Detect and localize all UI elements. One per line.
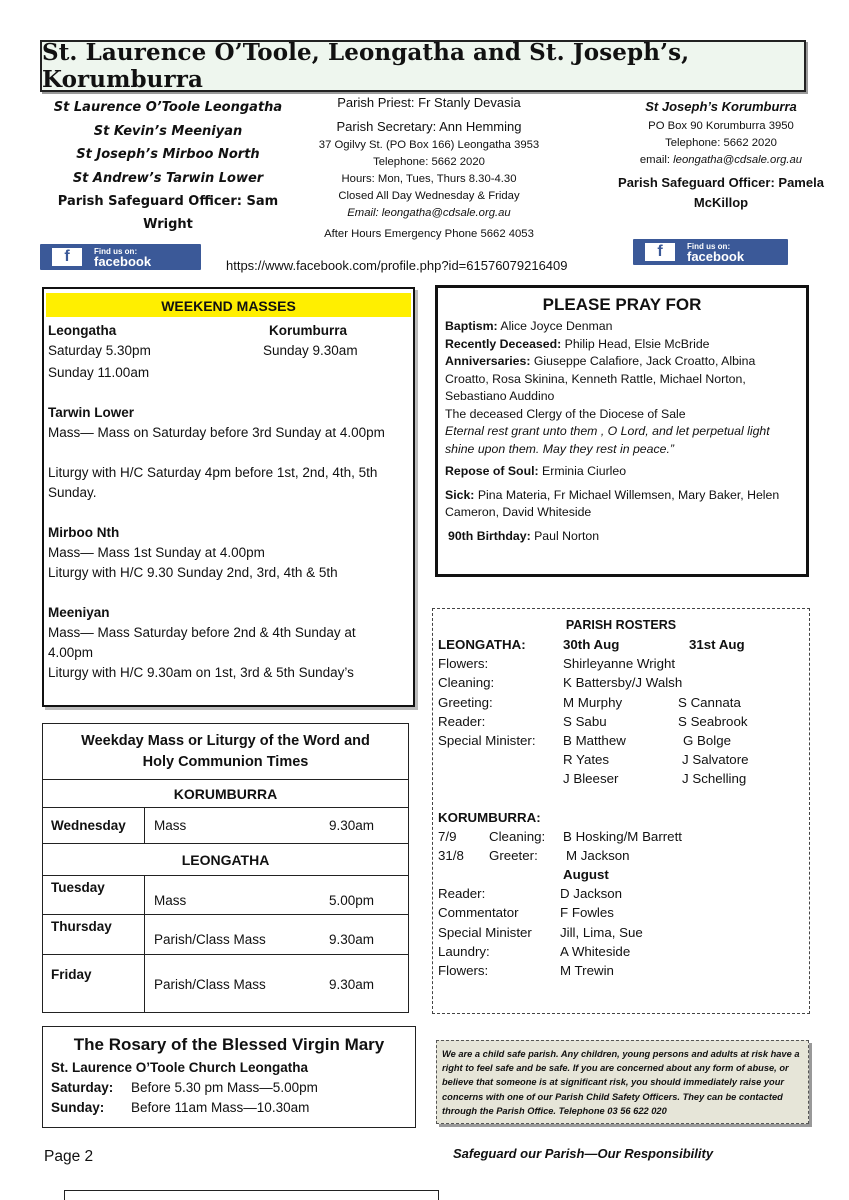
service-cell: Mass [154, 893, 187, 908]
service-cell: Mass [154, 818, 187, 833]
day-cell: Wednesday [43, 808, 145, 843]
roster-name: J Schelling [682, 771, 747, 787]
time-cell: 9.30am [329, 977, 375, 992]
tarwin-heading: Tarwin Lower [48, 405, 135, 420]
korumburra-church: St Joseph’s Korumburra [645, 99, 797, 114]
roster-row [438, 923, 804, 942]
rosary-saturday: Saturday: Before 5.30 pm Mass—5.00pm [51, 1080, 318, 1095]
facebook-brand: facebook [94, 254, 152, 269]
roster-role: Special Minister: [438, 732, 536, 748]
roster-name: Shirleyanne Wright [563, 656, 676, 672]
find-us-label: Find us on: [687, 242, 731, 251]
safeguard-officer-leongatha: Parish Safeguard Officer: Sam Wright [57, 194, 279, 232]
sick-label: Sick: [445, 487, 475, 502]
mass-times-row [48, 341, 409, 361]
church-name: St Kevin’s Meeniyan [93, 123, 243, 139]
repose-label: Repose of Soul: [445, 464, 539, 478]
sunday-label: Sunday [51, 1100, 100, 1115]
service-cell: Parish/Class Mass [154, 932, 266, 947]
leongatha-heading: Leongatha [48, 323, 117, 338]
time-cell: 9.30am [329, 932, 375, 947]
roster-row [438, 693, 804, 712]
table-row [43, 955, 408, 1012]
roster-name: A Whiteside [560, 943, 631, 959]
please-pray-for-box [435, 285, 809, 577]
roster-row [438, 942, 804, 961]
roster-role: Laundry: [438, 943, 490, 959]
sick-line [445, 487, 799, 522]
mirboo-mass: Mass— Mass 1st Sunday at 4.00pm [48, 545, 265, 560]
meeniyan-liturgy: Liturgy with H/C 9.30am on 1st, 3rd & 5th Sunday’s [48, 665, 354, 680]
email-label: email: [639, 154, 674, 166]
rosters-title: PARISH ROSTERS [565, 618, 677, 632]
roster-role: Reader: [438, 886, 486, 902]
day-cell: Tuesday [43, 876, 145, 914]
leongatha-saturday: Saturday 5.30pm [48, 343, 151, 358]
anniversaries-names: Giuseppe Calafiore, Jack Croatto, Albina Croatto, Rosa Skinina, Kenneth Rattle, Michael Norton, Sebastiano Auddino [445, 354, 756, 403]
roster-name: B Matthew [563, 732, 626, 748]
facebook-badge-left[interactable] [40, 244, 201, 270]
pray-title: PLEASE PRAY FOR [542, 295, 702, 314]
safeguard-officer-korumburra: Parish Safeguard Officer: Pamela McKillop [618, 175, 824, 210]
leongatha-section: LEONGATHA [43, 844, 408, 876]
roster-row [438, 654, 804, 673]
facebook-badge-right[interactable] [633, 239, 788, 265]
roster-name: F Fowles [560, 905, 614, 921]
roster-row [438, 750, 804, 769]
table-row [43, 808, 408, 844]
roster-name: S Cannata [678, 694, 741, 710]
meeniyan-heading: Meeniyan [48, 605, 110, 620]
birthday-line [445, 528, 799, 546]
parish-priest: Parish Priest: Fr Stanly Devasia [337, 95, 521, 110]
facebook-icon: f [645, 243, 675, 261]
roster-role: Flowers: [438, 963, 489, 978]
baptism-line [445, 318, 799, 336]
august-label-row [438, 865, 804, 884]
title-banner [40, 40, 806, 92]
church-name: St Andrew’s Tarwin Lower [72, 170, 264, 186]
korumburra-email[interactable]: leongatha@cdsale.org.au [673, 154, 803, 166]
time-cell: 9.30am [329, 818, 375, 833]
korumburra-po-box: PO Box 90 Korumburra 3950 [648, 120, 794, 132]
parish-office-info [296, 92, 562, 243]
emergency-phone: After Hours Emergency Phone 5662 4053 [324, 228, 534, 240]
weekday-title-line1: Weekday Mass or Liturgy of the Word and [81, 732, 370, 749]
roster-row [438, 673, 804, 692]
office-email: Email: leongatha@cdsale.org.au [347, 207, 511, 219]
roster-date: 7/9 [438, 828, 457, 844]
meeniyan-mass: Mass— Mass Saturday before 2nd & 4th Sunday at [48, 625, 356, 640]
roster-name: G Bolge [683, 732, 732, 748]
roster-row [438, 846, 804, 865]
find-us-label: Find us on: [94, 247, 138, 256]
child-safe-notice: We are a child safe parish. Any children, young persons and adults at risk have a right to feel safe and be safe. If you are concerned about any form of abuse, or believe that someone is at significant risk, you should immediately raise your concerns with one of our Parish Child Safety Officers. They can be contacted through the Parish Office. Telephone 03 56 622 020 [436, 1040, 809, 1124]
office-telephone: Telephone: 5662 2020 [373, 156, 485, 168]
table-row [43, 876, 408, 915]
day-cell: Thursday [43, 915, 145, 954]
parish-churches [42, 96, 294, 236]
korumburra-telephone: Telephone: 5662 2020 [665, 137, 777, 149]
day-cell: Friday [43, 955, 145, 1012]
roster-row [438, 731, 804, 750]
korumburra-sunday: Sunday 9.30am [263, 343, 358, 358]
page-number: Page 2 [44, 1148, 94, 1165]
roster-role: Greeter: [489, 847, 538, 863]
roster-name: M Jackson [566, 847, 630, 863]
tarwin-mass: Mass— Mass on Saturday before 3rd Sunday at 4.00pm [48, 425, 385, 440]
roster-date: 31/8 [438, 847, 464, 863]
facebook-icon: f [52, 248, 82, 266]
korumburra-email-line [596, 152, 846, 169]
birthday-names: Paul Norton [530, 528, 600, 543]
roster-name: S Sabu [563, 713, 607, 729]
facebook-brand: facebook [687, 249, 745, 264]
weekday-title-line2: Holy Communion Times [142, 753, 309, 770]
tarwin-liturgy: Liturgy with H/C Saturday 4pm before 1st, 2nd, 4th, 5th [48, 465, 378, 480]
roster-name: M Murphy [563, 694, 623, 710]
weekday-mass-table [42, 723, 409, 1013]
rosary-sunday: Sunday: Before 11am Mass—10.30am [51, 1100, 310, 1115]
rosters-leongatha-header [438, 635, 804, 654]
roster-role: Reader: [438, 713, 486, 729]
repose-names: Erminia Ciurleo [538, 464, 627, 478]
next-section-box [64, 1190, 439, 1200]
roster-role: Cleaning: [438, 675, 495, 691]
august-label: August [563, 867, 609, 883]
roster-row [438, 903, 804, 922]
roster-name: J Salvatore [682, 752, 749, 768]
birthday-label: 90th Birthday: [448, 528, 531, 543]
parish-secretary: Parish Secretary: Ann Hemming [336, 119, 522, 134]
deceased-line [445, 336, 799, 354]
church-name: St Joseph’s Mirboo North [76, 147, 260, 162]
office-address: 37 Ogilvy St. (PO Box 166) Leongatha 3953 [318, 139, 540, 151]
roster-name: D Jackson [560, 886, 623, 902]
deceased-names: Philip Head, Elsie McBride [561, 336, 710, 351]
roster-name: Jill, Lima, Sue [560, 924, 643, 940]
service-cell: Parish/Class Mass [154, 977, 266, 992]
mirboo-heading: Mirboo Nth [48, 525, 120, 540]
date-30-aug: 30th Aug [563, 637, 620, 652]
saturday-label: Saturday [51, 1080, 109, 1095]
leongatha-label: LEONGATHA: [438, 637, 526, 652]
time-cell: 5.00pm [329, 893, 375, 908]
baptism-names: Alice Joyce Denman [497, 319, 613, 333]
page-title: St. Laurence O’Toole, Leongatha and St. Joseph’s, Korumburra [42, 39, 690, 93]
eternal-rest-prayer: Eternal rest grant unto them , O Lord, and let perpetual light shine upon them. May they rest in peace.” [445, 424, 770, 456]
facebook-url[interactable]: https://www.facebook.com/profile.php?id=61576079216409 [226, 258, 568, 273]
anniversaries-line [445, 353, 799, 406]
roster-row [438, 769, 804, 788]
date-31-aug: 31st Aug [689, 637, 745, 652]
roster-name: K Battersby/J Walsh [563, 675, 683, 691]
baptism-label: Baptism: [445, 319, 498, 333]
rosary-church: St. Laurence O’Toole Church Leongatha [51, 1060, 309, 1075]
roster-row [438, 961, 804, 980]
deceased-clergy: The deceased Clergy of the Diocese of Sale [445, 406, 686, 421]
rosters-korumburra-header [438, 808, 804, 827]
saturday-time: Before 5.30 pm Mass—5.00pm [131, 1080, 318, 1095]
sick-names: Pina Materia, Fr Michael Willemsen, Mary Baker, Helen Cameron, David Whiteside [445, 487, 780, 519]
roster-name: R Yates [563, 752, 610, 768]
roster-name: S Seabrook [678, 713, 748, 729]
roster-row [438, 712, 804, 731]
weekday-title [43, 724, 408, 780]
korumburra-info [596, 98, 846, 213]
roster-role: Commentator [438, 905, 519, 921]
office-hours: Hours: Mon, Tues, Thurs 8.30-4.30 [341, 173, 517, 185]
roster-role: Cleaning: [489, 828, 546, 844]
mirboo-liturgy: Liturgy with H/C 9.30 Sunday 2nd, 3rd, 4th & 5th [48, 565, 338, 580]
repose-line [445, 463, 799, 481]
rosary-box [42, 1026, 416, 1128]
table-row [43, 915, 408, 955]
korumburra-heading: Korumburra [269, 323, 348, 338]
korumburra-label: KORUMBURRA: [438, 809, 541, 825]
weekend-masses-header: WEEKEND MASSES [46, 293, 411, 317]
roster-role: Flowers: [438, 656, 489, 672]
parish-rosters-box [432, 608, 810, 1014]
roster-row [438, 827, 804, 846]
sunday-time: Before 11am Mass—10.30am [131, 1100, 310, 1115]
deceased-label: Recently Deceased: [445, 336, 562, 351]
leongatha-sunday: Sunday 11.00am [48, 365, 150, 380]
tarwin-liturgy-cont: Sunday. [48, 485, 97, 500]
office-closed: Closed All Day Wednesday & Friday [338, 190, 520, 202]
roster-name: J Bleeser [563, 771, 619, 787]
church-name: St Laurence O’Toole Leongatha [53, 100, 283, 115]
mass-heading-row [48, 321, 409, 341]
roster-name: M Trewin [560, 963, 614, 978]
korumburra-section: KORUMBURRA [43, 780, 408, 808]
anniversaries-label: Anniversaries: [445, 354, 531, 368]
roster-role: Special Minister [438, 924, 532, 940]
rosary-title: The Rosary of the Blessed Virgin Mary [73, 1035, 385, 1054]
roster-role: Greeting: [438, 694, 493, 710]
roster-row [438, 884, 804, 903]
safeguard-slogan: Safeguard our Parish—Our Responsibility [453, 1146, 714, 1161]
weekend-masses-box [42, 287, 415, 707]
meeniyan-mass-cont: 4.00pm [48, 645, 94, 660]
roster-name: B Hosking/M Barrett [563, 828, 682, 844]
